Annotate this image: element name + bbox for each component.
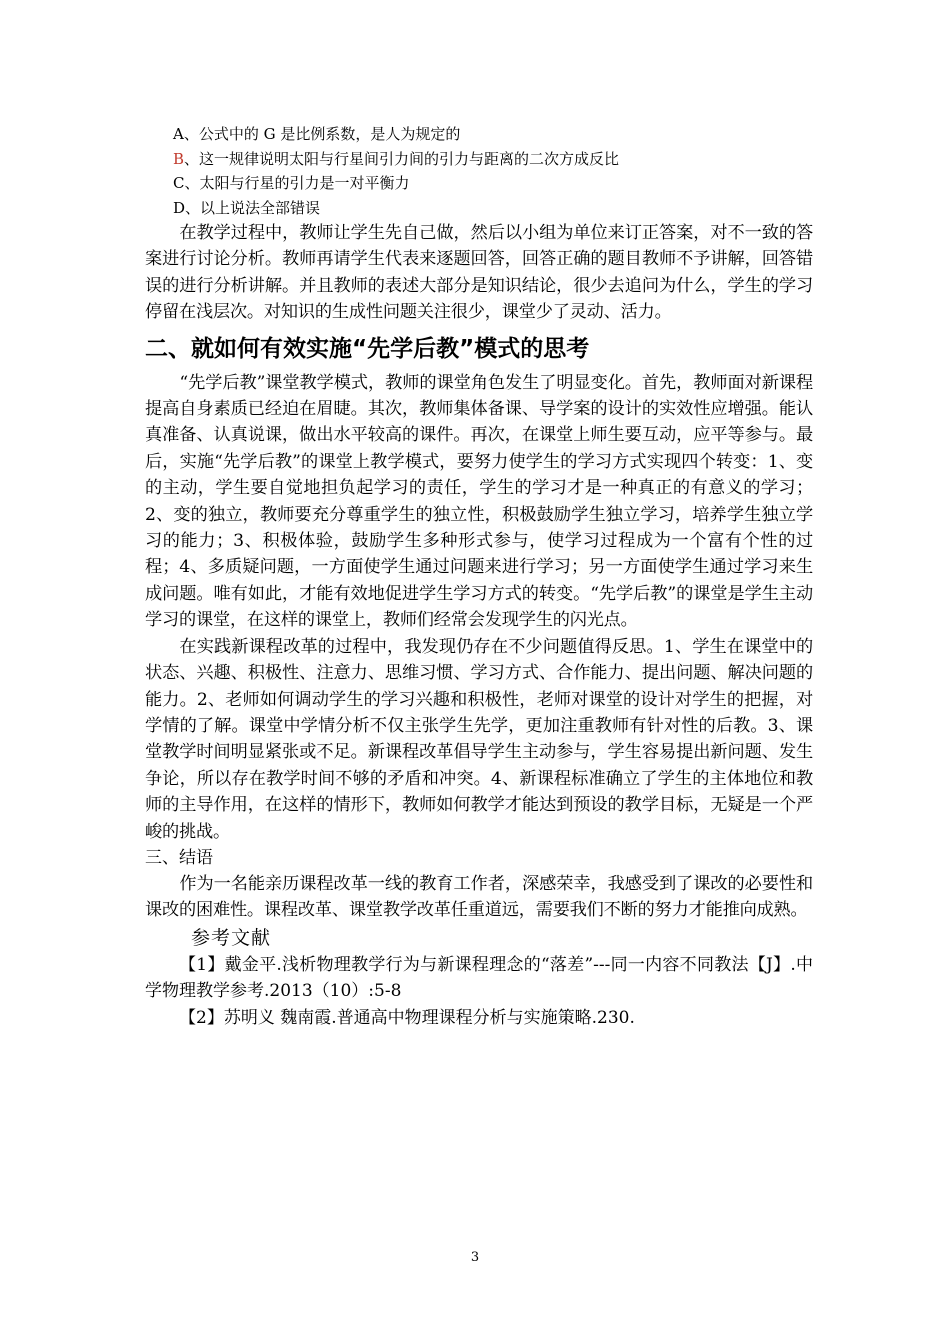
option-letter: A	[173, 125, 184, 143]
reference-item: 【2】苏明义 魏南霞.普通高中物理课程分析与实施策略.230.	[179, 1007, 635, 1028]
option-text: 、这一规律说明太阳与行星间引力间的引力与距离的二次方成反比	[184, 149, 620, 168]
section-heading-2: 二、就如何有效实施“先学后教”模式的思考	[145, 335, 590, 362]
option-letter: D	[173, 198, 186, 217]
option-letter: B	[173, 149, 185, 168]
answer-options	[145, 122, 813, 220]
paragraph-teaching-process: 在教学过程中，教师让学生先自己做，然后以小组为单位来订正答案，对不一致的答案进行讨论分析。教师再请学生代表来逐题回答，回答正确的题目教师不予讲解，回答错误的进行分析讲解。并且教师的表述大部分是知识结论，很少去追问为什么，学生的学习停留在浅层次。对知识的生成性问题关注很少，课堂少了灵动、活力。	[145, 223, 813, 323]
option-c	[173, 171, 813, 196]
option-letter: C	[173, 174, 185, 192]
paragraph-model-reflection: “先学后教”课堂教学模式，教师的课堂角色发生了明显变化。首先，教师面对新课程提高自身素质已经迫在眉睫。其次，教师集体备课、导学案的设计的实效性应增强。能认真准备、认真说课，做出水平较高的课件。再次，在课堂上师生要互动，应平等参与。最后，实施“先学后教”的课堂上教学模式，要努力使学生的学习方式实现四个转变：1、变的主动，学生要自觉地担负起学习的责任，学生的学习才是一种真正的有意义的学习；2、变的独立，教师要充分尊重学生的独立性，积极鼓励学生独立学习，培养学生独立学习的能力；3、积极体验，鼓励学生多种形式参与，使学习过程成为一个富有个性的过程；4、多质疑问题，一方面使学生通过问题来进行学习；另一方面使学生通过学习来生成问题。唯有如此，才能有效地促进学生学习方式的转变。“先学后教”的课堂是学生主动学习的课堂，在这样的课堂上，教师们经常会发现学生的闪光点。	[145, 372, 813, 631]
option-b	[173, 147, 813, 172]
reference-item: 【1】戴金平.浅析物理教学行为与新课程理念的“落差”---同一内容不同教法【J】.中学物理教学参考.2013（10）:5-8	[145, 954, 813, 1002]
section-heading-3: 三、结语	[145, 847, 213, 868]
option-text: 、太阳与行星的引力是一对平衡力	[184, 174, 410, 192]
paragraph-conclusion: 作为一名能亲历课程改革一线的教育工作者，深感荣幸，我感受到了课改的必要性和课改的困难性。课程改革、课堂教学改革任重道远，需要我们不断的努力才能推向成熟。	[145, 873, 813, 921]
option-d	[173, 196, 813, 221]
option-a	[173, 122, 813, 147]
document-page	[145, 122, 813, 1031]
page-number: 3	[470, 1250, 480, 1265]
references-title: 参考文献	[191, 926, 272, 949]
paragraph-practice-issues: 在实践新课程改革的过程中，我发现仍存在不少问题值得反思。1、学生在课堂中的状态、兴趣、积极性、注意力、思维习惯、学习方式、合作能力、提出问题、解决问题的能力。2、老师如何调动学生的学习兴趣和积极性，老师对课堂的设计对学生的把握，对学情的了解。课堂中学情分析不仅主张学生先学，更加注重教师有针对性的后教。3、课堂教学时间明显紧张或不足。新课程改革倡导学生主动参与，学生容易提出新问题、发生争论，所以存在教学时间不够的矛盾和冲突。4、新课程标准确立了学生的主体地位和教师的主导作用，在这样的情形下，教师如何教学才能达到预设的教学目标，无疑是一个严峻的挑战。	[145, 636, 813, 842]
option-text: 、以上说法全部错误	[185, 198, 321, 217]
option-text: 、公式中的 G 是比例系数，是人为规定的	[183, 125, 461, 143]
